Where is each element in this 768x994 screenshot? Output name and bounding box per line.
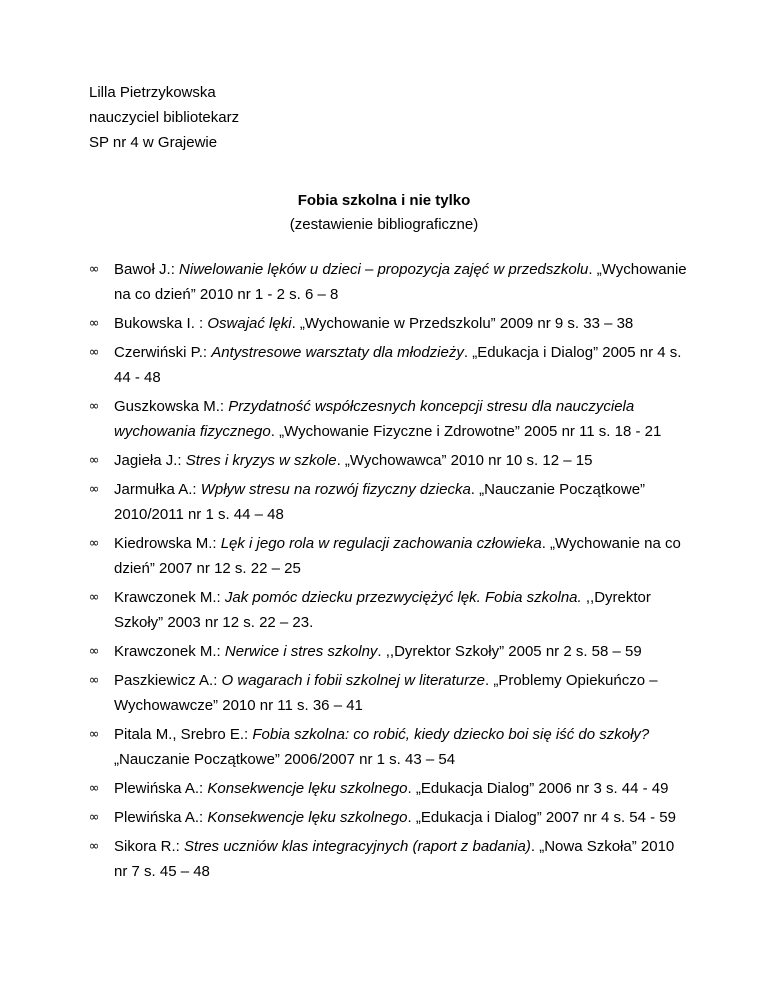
entry-title: Jak pomóc dziecku przezwyciężyć lęk. Fobia szkolna. (224, 589, 582, 606)
infinity-bullet-icon: ∞ (88, 839, 100, 854)
entry-author: Bawoł J.: (114, 261, 180, 278)
bibliography-entry (86, 257, 691, 307)
entry-source: . „Wychowanie w Przedszkolu” 2009 nr 9 s. 33 – 38 (291, 315, 634, 332)
bibliography-list (86, 257, 691, 888)
bibliography-entry (86, 394, 691, 444)
entry-source: . „Edukacja i Dialog” 2007 nr 4 s. 54 - 59 (407, 809, 676, 826)
infinity-bullet-icon: ∞ (88, 316, 100, 331)
document-title: Fobia szkolna i nie tylko (297, 192, 471, 209)
infinity-bullet-icon: ∞ (88, 399, 100, 414)
infinity-bullet-icon: ∞ (88, 781, 100, 796)
entry-title: Konsekwencje lęku szkolnego (207, 780, 408, 797)
author-school: SP nr 4 w Grajewie (89, 134, 218, 151)
infinity-bullet-icon: ∞ (88, 536, 100, 551)
entry-author: Paszkiewicz A.: (114, 672, 222, 689)
entry-author: Jarmułka A.: (114, 481, 201, 498)
bibliography-entry (86, 477, 691, 527)
infinity-bullet-icon: ∞ (88, 482, 100, 497)
title-block (0, 189, 768, 237)
entry-title: Przydatność współczesnych koncepcji stresu dla nauczyciela wychowania fizycznego (114, 398, 635, 440)
bibliography-entry (86, 639, 691, 664)
bibliography-entry (86, 668, 691, 718)
bibliography-entry (86, 776, 691, 801)
author-block (89, 80, 239, 155)
entry-source: „Nauczanie Początkowe” 2006/2007 nr 1 s. 43 – 54 (114, 751, 456, 768)
entry-source: . „Edukacja i Dialog” 2005 nr 4 s. 44 - 48 (114, 344, 682, 386)
bibliography-entry (86, 585, 691, 635)
entry-title: Lęk i jego rola w regulacji zachowania człowieka (220, 535, 542, 552)
bibliography-entry (86, 805, 691, 830)
entry-source: . „Wychowanie na co dzień” 2010 nr 1 - 2 s. 6 – 8 (114, 261, 687, 303)
entry-title: O wagarach i fobii szkolnej w literaturze (221, 672, 485, 689)
entry-title: Wpływ stresu na rozwój fizyczny dziecka (200, 481, 471, 498)
author-name: Lilla Pietrzykowska (89, 84, 216, 101)
entry-title: Nerwice i stres szkolny (224, 643, 378, 660)
entry-title: Fobia szkolna: co robić, kiedy dziecko boi się iść do szkoły? (252, 726, 650, 743)
entry-author: Sikora R.: (114, 838, 185, 855)
bibliography-entry (86, 311, 691, 336)
author-role: nauczyciel bibliotekarz (89, 109, 240, 126)
entry-source: . „Wychowanie Fizyczne i Zdrowotne” 2005 nr 11 s. 18 - 21 (270, 423, 662, 440)
entry-author: Jagieła J.: (114, 452, 186, 469)
document-subtitle: (zestawienie bibliograficzne) (289, 216, 479, 233)
entry-source: . ,,Dyrektor Szkoły” 2005 nr 2 s. 58 – 59 (377, 643, 642, 660)
entry-author: Plewińska A.: (114, 780, 208, 797)
entry-author: Guszkowska M.: (114, 398, 229, 415)
entry-source: . „Wychowanie na co dzień” 2007 nr 12 s. 22 – 25 (114, 535, 681, 577)
bibliography-entry (86, 722, 691, 772)
bibliography-entry (86, 531, 691, 581)
entry-title: Stres uczniów klas integracyjnych (raport z badania) (184, 838, 531, 855)
infinity-bullet-icon: ∞ (88, 810, 100, 825)
entry-title: Antystresowe warsztaty dla młodzieży (211, 344, 464, 361)
entry-author: Czerwiński P.: (114, 344, 212, 361)
infinity-bullet-icon: ∞ (88, 453, 100, 468)
infinity-bullet-icon: ∞ (88, 644, 100, 659)
infinity-bullet-icon: ∞ (88, 262, 100, 277)
entry-source: . „Edukacja Dialog” 2006 nr 3 s. 44 - 49 (407, 780, 669, 797)
entry-author: Kiedrowska M.: (114, 535, 221, 552)
entry-source: ,,Dyrektor Szkoły” 2003 nr 12 s. 22 – 23. (114, 589, 651, 631)
infinity-bullet-icon: ∞ (88, 590, 100, 605)
entry-title: Niwelowanie lęków u dzieci – propozycja zajęć w przedszkolu (179, 261, 589, 278)
entry-source: . „Problemy Opiekuńczo – Wychowawcze” 2010 nr 11 s. 36 – 41 (114, 672, 658, 714)
entry-author: Pitala M., Srebro E.: (114, 726, 253, 743)
bibliography-entry (86, 448, 691, 473)
bibliography-entry (86, 340, 691, 390)
entry-title: Stres i kryzys w szkole (185, 452, 337, 469)
bibliography-entry (86, 834, 691, 884)
infinity-bullet-icon: ∞ (88, 345, 100, 360)
entry-source: . „Nowa Szkoła” 2010 nr 7 s. 45 – 48 (114, 838, 675, 880)
infinity-bullet-icon: ∞ (88, 727, 100, 742)
entry-title: Oswajać lęki (207, 315, 292, 332)
entry-author: Krawczonek M.: (114, 589, 225, 606)
entry-title: Konsekwencje lęku szkolnego (207, 809, 408, 826)
entry-source: . „Wychowawca” 2010 nr 10 s. 12 – 15 (336, 452, 593, 469)
entry-author: Plewińska A.: (114, 809, 208, 826)
entry-author: Krawczonek M.: (114, 643, 225, 660)
entry-source: . „Nauczanie Początkowe” 2010/2011 nr 1 s. 44 – 48 (114, 481, 646, 523)
infinity-bullet-icon: ∞ (88, 673, 100, 688)
entry-author: Bukowska I. : (114, 315, 208, 332)
